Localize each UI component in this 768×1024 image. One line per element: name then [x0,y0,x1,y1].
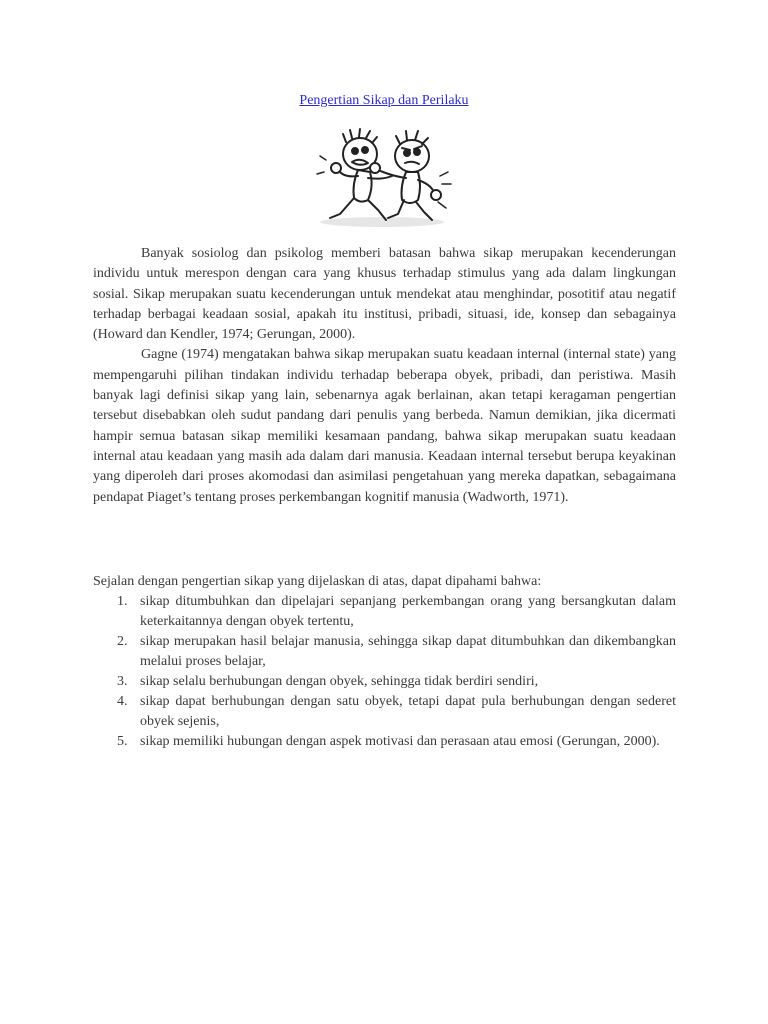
list-number: 3. [117,674,128,689]
list-item [93,632,676,672]
list-number: 5. [117,734,128,749]
list-item-text: sikap ditumbuhkan dan dipelajari sepanjang perkembangan orang yang bersangkutan dalam keterkaitannya dengan obyek tertentu, [140,594,676,629]
list-number: 4. [117,694,128,709]
paragraph-1: Banyak sosiolog dan psikolog memberi batasan bahwa sikap merupakan kecenderungan individu untuk merespon dengan cara yang khusus terhadap stimulus yang ada dalam lingkungan sosial. Sikap merupakan suatu kecenderungan untuk mendekat atau menghindar, posotitif atau negatif terhadap berbagai keadaan sosial, apakah itu institusi, pribadi, situasi, ide, konsep dan sebagainya (Howard dan Kendler, 1974; Gerungan, 2000). [93,246,676,343]
list-item-text: sikap memiliki hubungan dengan aspek motivasi dan perasaan atau emosi (Gerungan, 2000). [140,734,660,749]
fighting-cartoon-illustration [312,126,460,230]
list-item-text: sikap merupakan hasil belajar manusia, sehingga sikap dapat ditumbuhkan dan dikembangkan melalui proses belajar, [140,634,676,669]
list-item-text: sikap dapat berhubungan dengan satu obyek, tetapi dapat pula berhubungan dengan sederet obyek sejenis, [140,694,676,729]
list-item [93,732,676,752]
list-number: 1. [117,594,128,609]
page-title[interactable]: Pengertian Sikap dan Perilaku [299,93,469,108]
numbered-list [93,592,676,752]
list-item-text: sikap selalu berhubungan dengan obyek, sehingga tidak berdiri sendiri, [140,674,539,689]
list-intro: Sejalan dengan pengertian sikap yang dijelaskan di atas, dapat dipahami bahwa: [93,574,542,589]
list-item [93,672,676,692]
list-number: 2. [117,634,128,649]
body-paragraphs [93,244,676,508]
list-item [93,692,676,732]
paragraph-2: Gagne (1974) mengatakan bahwa sikap merupakan suatu keadaan internal (internal state) yang mempengaruhi pilihan tindakan individu terhadap beberapa obyek, pribadi, dan peristiwa. Masih banyak lagi definisi sikap yang lain, sebenarnya agak berlainan, akan tetapi keragaman pengertian tersebut disebabkan oleh sudut pandang dari penulis yang berbeda. Namun demikian, jika dicermati hampir semua batasan sikap memiliki kesamaan pandang, bahwa sikap merupakan suatu keadaan internal atau keadaan yang masih ada dalam dari manusia. Keadaan internal tersebut berupa keyakinan yang diperoleh dari proses akomodasi dan asimilasi pengetahuan yang mereka dapatkan, sebagaimana pendapat Piaget’s tentang proses perkembangan kognitif manusia (Wadworth, 1971). [93,347,676,505]
list-item [93,592,676,632]
